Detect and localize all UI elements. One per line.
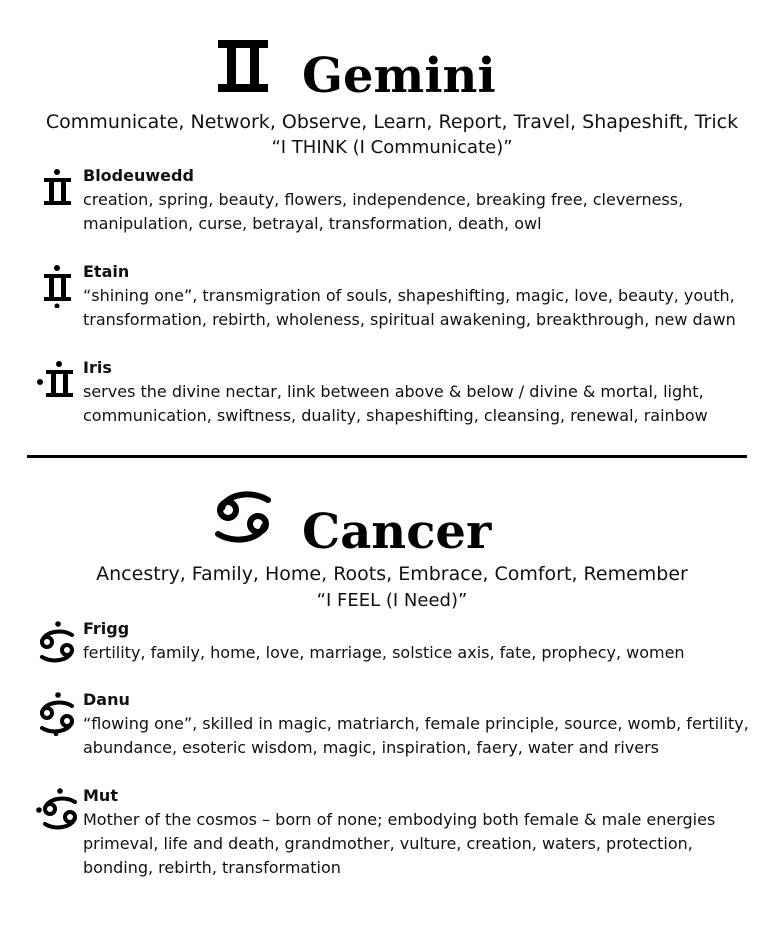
deity-description: “shining one”, transmigration of souls, shapeshifting, magic, love, beauty, youth, transformation, rebirth, wholeness, spiritual awakening, breakthrough, new dawn (83, 286, 736, 329)
deity-entry-frigg (0, 619, 784, 667)
gemini-keywords: Communicate, Network, Observe, Learn, Report, Travel, Shapeshift, Trick (45, 111, 739, 133)
deity-entry-mut (0, 786, 784, 886)
deity-name: Blodeuwedd (83, 166, 194, 185)
deity-entry-iris (0, 358, 784, 430)
gemini-two-dot-icon (36, 264, 78, 308)
deity-name: Danu (83, 690, 130, 709)
deity-description: “flowing one”, skilled in magic, matriarch, female principle, source, womb, fertility, abundance, esoteric wisdom, magic, inspiration, faery, water and rivers (83, 714, 749, 757)
deity-name: Etain (83, 262, 130, 281)
gemini-three-dot-icon (36, 360, 78, 404)
gemini-title: Gemini (302, 48, 496, 104)
section-divider (27, 455, 747, 458)
gemini-header (0, 0, 784, 170)
gemini-motto: “I THINK (I Communicate)” (271, 137, 513, 158)
deity-description: serves the divine nectar, link between above & below / divine & mortal, light, communication, swiftness, duality, shapeshifting, cleansing, renewal, rainbow (83, 382, 708, 425)
cancer-glyph-icon (212, 488, 274, 546)
cancer-one-dot-icon (36, 621, 78, 665)
gemini-glyph-icon (216, 38, 270, 94)
cancer-two-dot-icon (36, 692, 78, 736)
deity-name: Mut (83, 786, 118, 805)
cancer-title: Cancer (302, 504, 492, 560)
deity-entry-danu (0, 690, 784, 762)
deity-description: Mother of the cosmos – born of none; embodying both female & male energies primeval, life and death, grandmother, vulture, creation, waters, protection, bonding, rebirth, transformation (83, 810, 716, 877)
cancer-motto: “I FEEL (I Need)” (316, 590, 468, 611)
deity-name: Frigg (83, 619, 130, 638)
cancer-header (0, 480, 784, 620)
deity-description: creation, spring, beauty, flowers, independence, breaking free, cleverness, manipulation, curse, betrayal, transformation, death, owl (83, 190, 684, 233)
deity-entry-blodeuwedd (0, 166, 784, 238)
deity-name: Iris (83, 358, 112, 377)
deity-entry-etain (0, 262, 784, 334)
deity-description: fertility, family, home, love, marriage, solstice axis, fate, prophecy, women (83, 643, 685, 662)
gemini-one-dot-icon (36, 168, 78, 212)
cancer-keywords: Ancestry, Family, Home, Roots, Embrace, Comfort, Remember (96, 563, 688, 585)
cancer-three-dot-icon (36, 788, 78, 832)
